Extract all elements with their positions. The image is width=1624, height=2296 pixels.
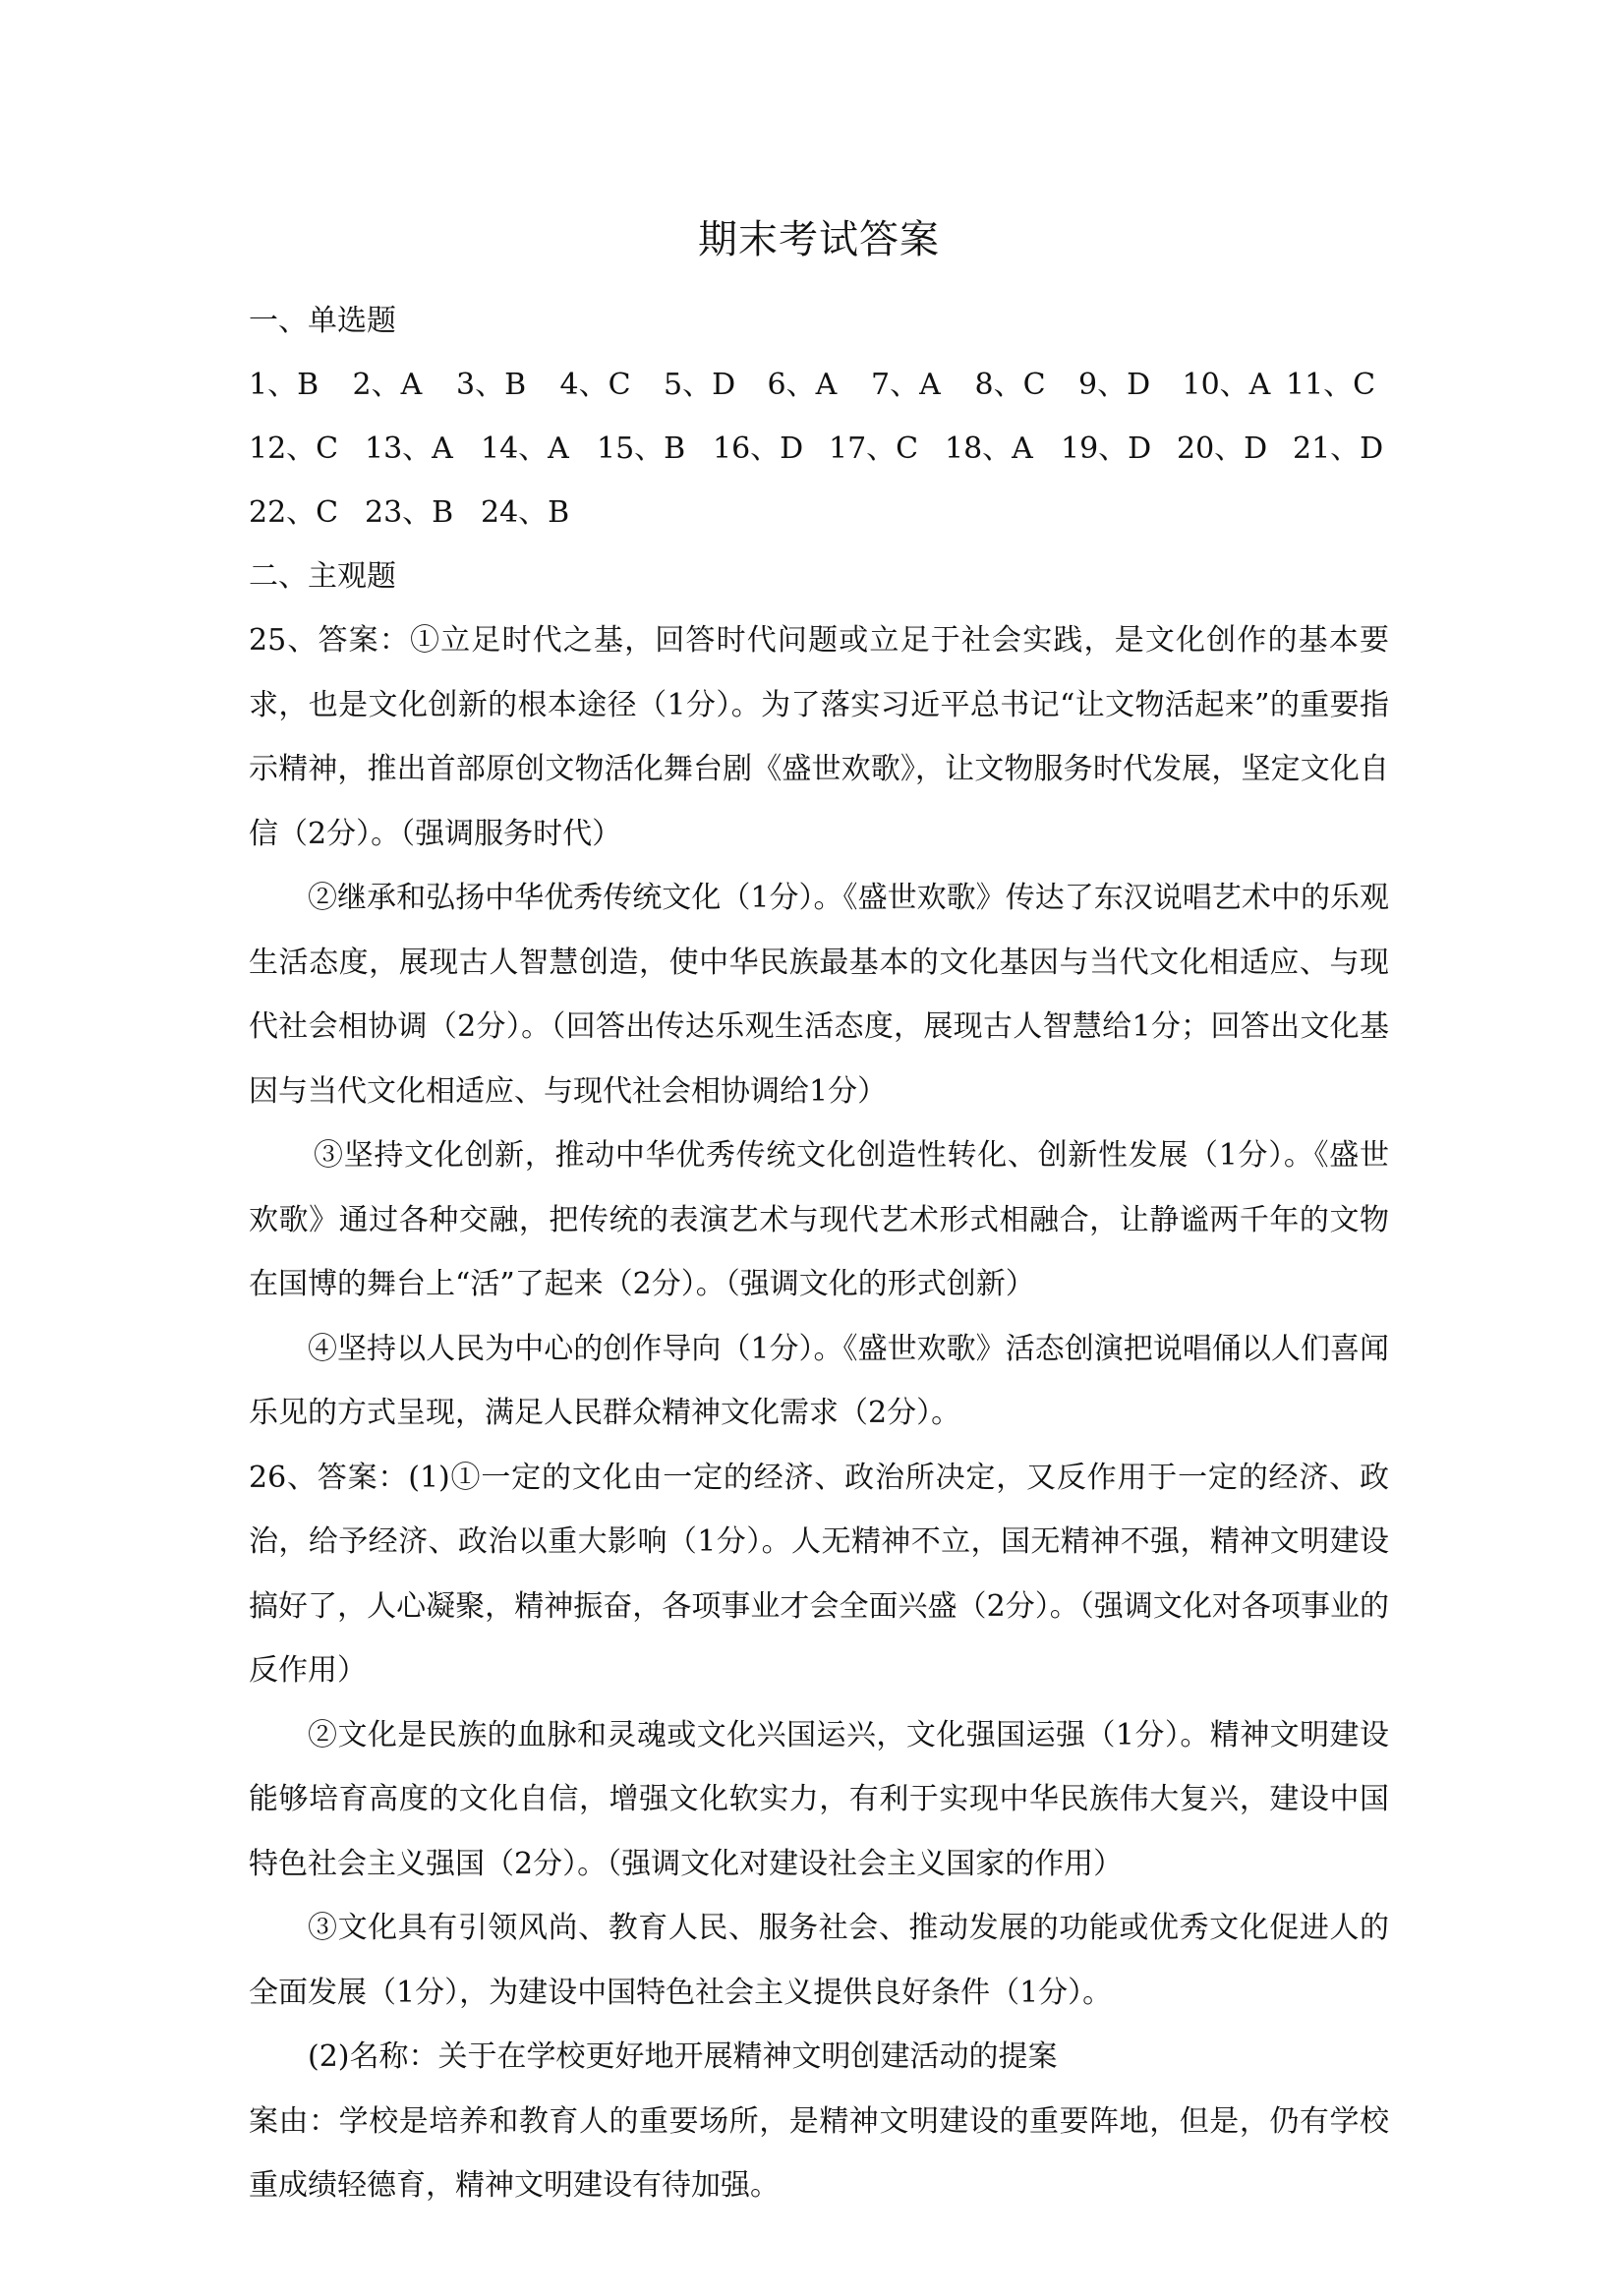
answer-paragraph: ②文化是民族的血脉和灵魂或文化兴国运兴，文化强国运强（1分）。精神文明建设能够培育高度的文化自信，增强文化软实力，有利于实现中华民族伟大复兴，建设中国特色社会主义强国（2分）。（强调文化对建设社会主义国家的作用） [249,1717,1389,1881]
answer-item: 1、B [249,368,319,402]
page-title: 期末考试答案 [698,217,940,262]
answer-row [249,417,1389,481]
answer-item: 6、A [767,368,838,402]
answer-item: 2、A [352,368,423,402]
answer-item: 13、A [365,431,453,466]
answer-item: 17、C [829,431,919,466]
answer-item: 9、D [1078,368,1151,402]
answer-item: 22、C [249,495,339,530]
answer-item: 20、D [1177,431,1268,466]
answer-item: 24、B [481,495,570,530]
answer-row [249,353,1389,417]
answer-item: 4、C [559,368,631,402]
answer-item: 16、D [713,431,804,466]
answer-item: 15、B [597,431,686,466]
answer-paragraph: ③文化具有引领风尚、教育人民、服务社会、推动发展的功能或优秀文化促进人的全面发展（1分），为建设中国特色社会主义提供良好条件（1分）。 [249,1911,1389,2010]
section-heading-subjective: 二、主观题 [249,559,396,594]
answer-item: 23、B [365,495,454,530]
answer-paragraph: 25、答案：①立足时代之基，回答时代问题或立足于社会实践，是文化创作的基本要求，也是文化创新的根本途径（1分）。为了落实习近平总书记“让文物活起来”的重要指示精神，推出首部原创文物活化舞台剧《盛世欢歌》，让文物服务时代发展，坚定文化自信（2分）。（强调服务时代） [249,623,1389,851]
answer-paragraph: 案由：学校是培养和教育人的重要场所，是精神文明建设的重要阵地，但是，仍有学校重成绩轻德育，精神文明建设有待加强。 [249,2103,1389,2203]
answer-item: 7、A [871,368,941,402]
answer-paragraph: (2)名称：关于在学校更好地开展精神文明创建活动的提案 [308,2039,1058,2074]
section-heading-multiple-choice: 一、单选题 [249,304,396,338]
answer-item: 3、B [456,368,527,402]
answer-item: 21、D [1293,431,1384,466]
answer-paragraph: ③坚持文化创新，推动中华优秀传统文化创造性转化、创新性发展（1分）。《盛世欢歌》通过各种交融，把传统的表演艺术与现代艺术形式相融合，让静谧两千年的文物在国博的舞台上“活”了起来（2分）。（强调文化的形式创新） [249,1138,1389,1301]
answer-paragraph: ④坚持以人民为中心的创作导向（1分）。《盛世欢歌》活态创演把说唱俑以人们喜闻乐见的方式呈现，满足人民群众精神文化需求（2分）。 [249,1331,1389,1430]
answer-item: 10、A [1182,368,1271,402]
answer-item: 14、A [481,431,569,466]
answer-item: 19、D [1061,431,1152,466]
answer-item: 12、C [249,431,339,466]
answer-paragraph: 26、答案：(1)①一定的文化由一定的经济、政治所决定，又反作用于一定的经济、政治，给予经济、政治以重大影响（1分）。人无精神不立，国无精神不强，精神文明建设搞好了，人心凝聚，精神振奋，各项事业才会全面兴盛（2分）。（强调文化对各项事业的反作用） [249,1460,1389,1688]
answer-item: 8、C [974,368,1046,402]
answer-item: 18、A [945,431,1033,466]
answer-paragraph: ②继承和弘扬中华优秀传统文化（1分）。《盛世欢歌》传达了东汉说唱艺术中的乐观生活态度，展现古人智慧创造，使中华民族最基本的文化基因与当代文化相适应、与现代社会相协调（2分）。（回答出传达乐观生活态度，展现古人智慧给1分；回答出文化基因与当代文化相适应、与现代社会相协调给1分） [249,881,1389,1109]
answer-item: 11、C [1286,368,1376,402]
answer-row [249,481,1389,545]
document-content [249,208,1389,2218]
answer-item: 5、D [664,368,736,402]
